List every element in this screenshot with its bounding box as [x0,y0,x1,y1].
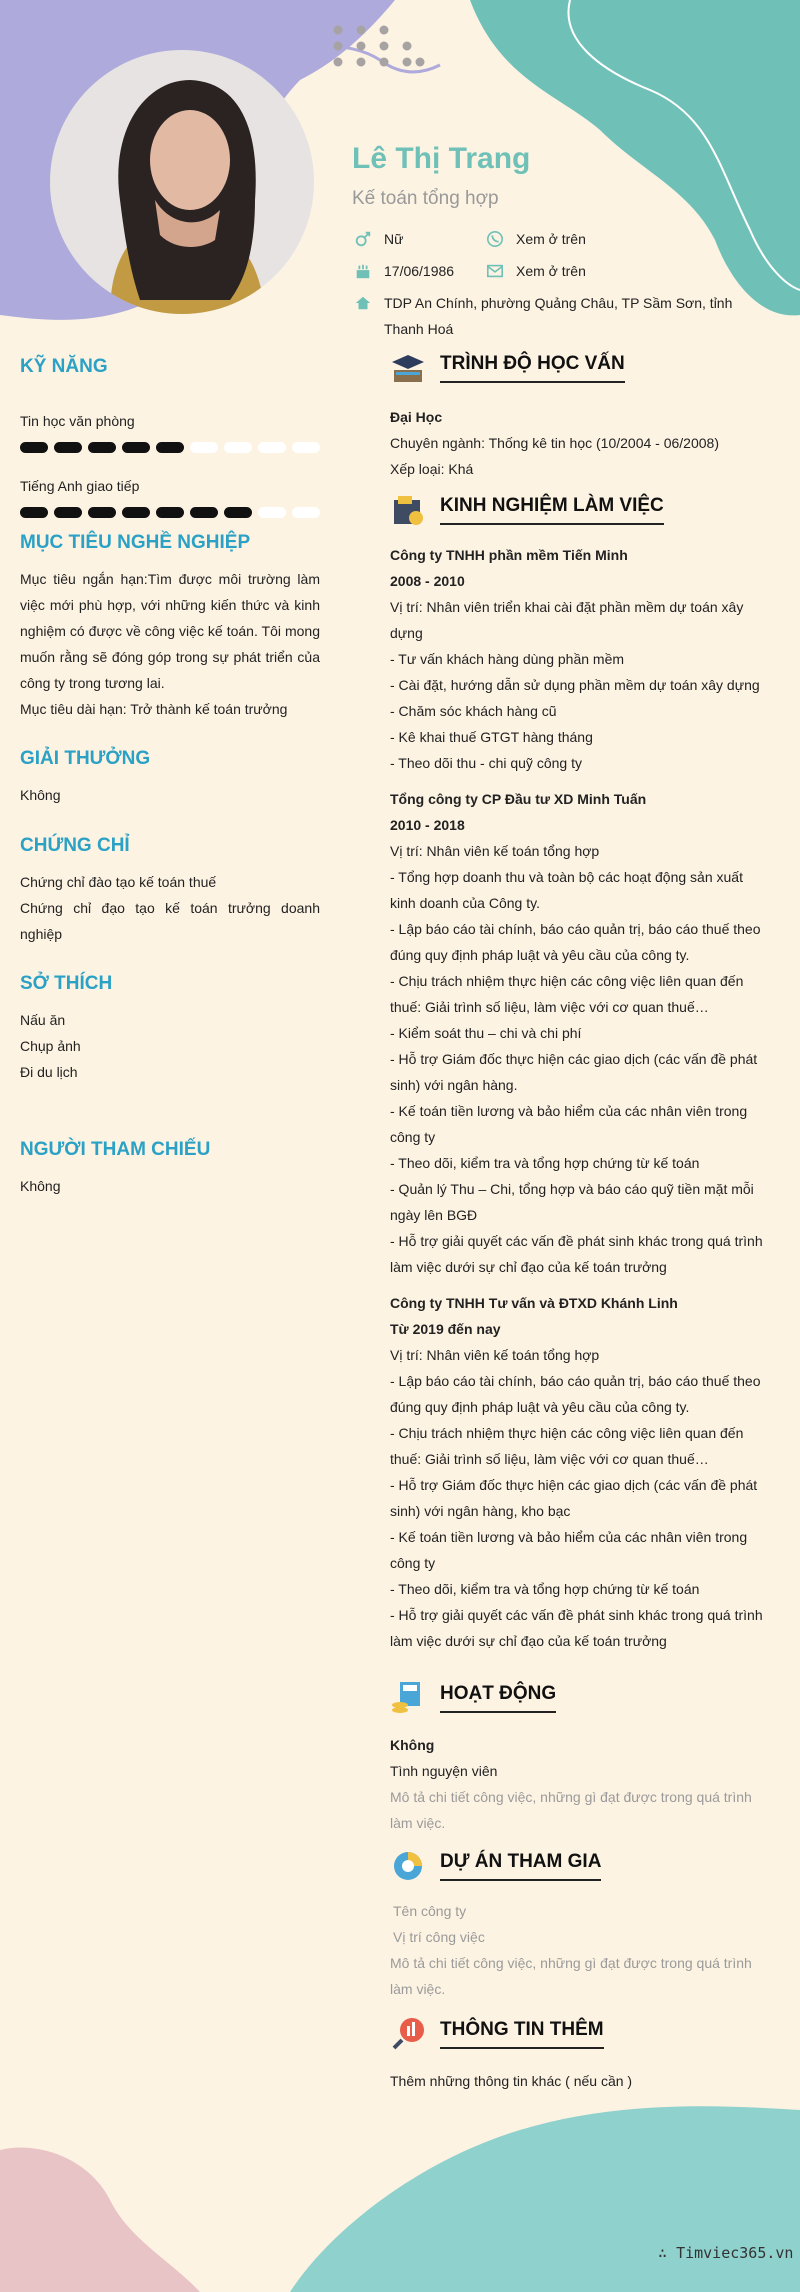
projects-section [390,1848,766,2002]
certificates-section [20,835,320,947]
extra-heading: THÔNG TIN THÊM [440,2019,604,2049]
skills-heading: KỸ NĂNG [20,356,108,377]
objective-short: Mục tiêu ngắn hạn:Tìm được môi trường làm việc mới phù hợp, với những kiến thức và kinh nghiệm có được về công việc kế toán. Tôi mong muốn rằng sẽ đóng góp trong sự phát triển của công ty trong tương lai. [20,571,320,691]
job-line: - Kế toán tiền lương và bảo hiểm của các nhân viên trong công ty [390,1103,748,1145]
job-line: - Theo dõi thu - chi quỹ công ty [390,755,582,771]
briefcase-icon [390,492,426,528]
job-line: - Tư vấn khách hàng dùng phần mềm [390,651,625,667]
activity-role: Tình nguyện viên [390,1763,498,1779]
contact-info [352,230,772,342]
activities-section [390,1680,766,1836]
experience-heading: KINH NGHIỆM LÀM VIỆC [440,495,664,525]
education-section [390,350,766,482]
awards-heading: GIẢI THƯỞNG [20,748,151,769]
job-line: Vị trí: Nhân viên kế toán tổng hợp [390,843,600,859]
education-heading: TRÌNH ĐỘ HỌC VẤN [440,353,625,383]
awards-text: Không [20,787,61,803]
candidate-name: Lê Thị Trang [352,142,531,175]
job-company: Công ty TNHH Tư vấn và ĐTXD Khánh Linh [390,1295,678,1311]
job-entry [390,786,766,1280]
job-company: Công ty TNHH phần mềm Tiến Minh [390,547,628,563]
dob-value: 17/06/1986 [384,263,455,279]
job-line: - Theo dõi, kiểm tra và tổng hợp chứng từ kế toán [390,1155,700,1171]
job-line: - Chịu trách nhiệm thực hiện các công việc liên quan đến thuế: Giải trình số liệu, làm việc với cơ quan thuế… [390,1425,744,1467]
job-line: - Cài đặt, hướng dẫn sử dụng phần mềm dự toán xây dựng [390,677,760,693]
skill-label: Tin học văn phòng [20,413,135,429]
activity-desc: Mô tả chi tiết công việc, những gì đạt được trong quá trình làm việc. [390,1789,752,1831]
job-entry [390,542,766,776]
phone-icon [484,230,506,248]
job-line: - Hỗ trợ giải quyết các vấn đề phát sinh khác trong quá trình làm việc dưới sự chỉ đạo của kế toán trưởng [390,1607,763,1649]
job-line: - Theo dõi, kiểm tra và tổng hợp chứng từ kế toán [390,1581,700,1597]
job-line: - Hỗ trợ Giám đốc thực hiện các giao dịch (các vấn đề phát sinh) với ngân hàng. [390,1051,758,1093]
job-line: - Chăm sóc khách hàng cũ [390,703,557,719]
job-line: - Chịu trách nhiệm thực hiện các công việc liên quan đến thuế: Giải trình số liệu, làm việc với cơ quan thuế… [390,973,744,1015]
footer-brand [658,2244,793,2262]
references-heading: NGƯỜI THAM CHIẾU [20,1139,211,1160]
job-line: - Hỗ trợ Giám đốc thực hiện các giao dịch (các vấn đề phát sinh) với ngân hàng, kho bạc [390,1477,758,1519]
job-period: 2010 - 2018 [390,817,465,833]
skill-level-bar [20,442,320,453]
brand-text: Timviec365.vn [676,2244,794,2262]
job-line: - Kiểm soát thu – chi và chi phí [390,1025,582,1041]
education-major: Chuyên ngành: Thống kê tin học (10/2004 - 06/2008) [390,435,719,451]
activity-org: Không [390,1737,435,1753]
hobby-item: Đi du lịch [20,1064,78,1080]
extra-section [390,2016,766,2094]
education-grade: Xếp loại: Khá [390,461,474,477]
email-icon [484,262,506,280]
job-line: - Hỗ trợ giải quyết các vấn đề phát sinh khác trong quá trình làm việc dưới sự chỉ đạo của kế toán trưởng [390,1233,763,1275]
job-list [390,542,766,1654]
phone-value: Xem ở trên [516,231,586,247]
graduation-cap-icon [390,350,426,386]
home-icon [352,294,374,312]
job-period: Từ 2019 đến nay [390,1321,501,1337]
certificates-heading: CHỨNG CHỈ [20,835,130,856]
skill-level-bar [20,507,320,518]
avatar [50,50,314,314]
objective-section [20,532,320,722]
job-line: Vị trí: Nhân viên triển khai cài đặt phần mềm dự toán xây dựng [390,599,744,641]
job-line: - Quản lý Thu – Chi, tổng hợp và báo cáo quỹ tiền mặt mỗi ngày lên BGĐ [390,1181,754,1223]
references-text: Không [20,1178,61,1194]
hobby-item: Chụp ảnh [20,1038,81,1054]
job-title: Kế toán tổng hợp [352,188,499,209]
hobby-item: Nấu ăn [20,1012,66,1028]
project-position: Vị trí công việc [393,1929,485,1945]
brand-logo-icon: ∴ [658,2244,677,2262]
info-chart-icon [390,2016,426,2052]
objective-long: Mục tiêu dài hạn: Trở thành kế toán trưởng [20,701,288,717]
extra-text: Thêm những thông tin khác ( nếu cần ) [390,2073,633,2089]
experience-section [390,492,766,1664]
job-line: - Kế toán tiền lương và bảo hiểm của các nhân viên trong công ty [390,1529,748,1571]
awards-section [20,748,320,808]
gender-value: Nữ [384,231,404,247]
job-line: Vị trí: Nhân viên kế toán tổng hợp [390,1347,600,1363]
job-line: - Kê khai thuế GTGT hàng tháng [390,729,593,745]
project-company: Tên công ty [393,1903,467,1919]
hobbies-section [20,973,320,1085]
email-value: Xem ở trên [516,263,586,279]
objective-heading: MỤC TIÊU NGHỀ NGHIỆP [20,532,251,553]
calculator-icon [390,1680,426,1716]
project-icon [390,1848,426,1884]
job-period: 2008 - 2010 [390,573,465,589]
job-company: Tổng công ty CP Đầu tư XD Minh Tuấn [390,791,647,807]
job-line: - Tổng hợp doanh thu và toàn bộ các hoạt động sản xuất kinh doanh của Công ty. [390,869,743,911]
job-line: - Lập báo cáo tài chính, báo cáo quản trị, báo cáo thuế theo đúng quy định pháp luật và yêu cầu của công ty. [390,921,761,963]
certificate-item: Chứng chỉ đào tạo kế toán thuế [20,874,217,890]
birthday-cake-icon [352,262,374,280]
project-desc: Mô tả chi tiết công việc, những gì đạt được trong quá trình làm việc. [390,1955,752,1997]
education-school: Đại Học [390,409,443,425]
hobbies-heading: SỞ THÍCH [20,973,113,994]
references-section [20,1139,320,1199]
address-value: TDP An Chính, phường Quảng Châu, TP Sầm Sơn, tỉnh Thanh Hoá [384,295,733,337]
certificate-item: Chứng chỉ đạo tạo kế toán trưởng doanh nghiệp [20,900,320,942]
job-entry [390,1290,766,1654]
job-line: - Lập báo cáo tài chính, báo cáo quản trị, báo cáo thuế theo đúng quy định pháp luật và yêu cầu của công ty. [390,1373,761,1415]
skill-label: Tiếng Anh giao tiếp [20,478,140,494]
skills-section [20,356,320,538]
activities-heading: HOẠT ĐỘNG [440,1683,556,1713]
projects-heading: DỰ ÁN THAM GIA [440,1851,601,1881]
gender-icon [352,230,374,248]
